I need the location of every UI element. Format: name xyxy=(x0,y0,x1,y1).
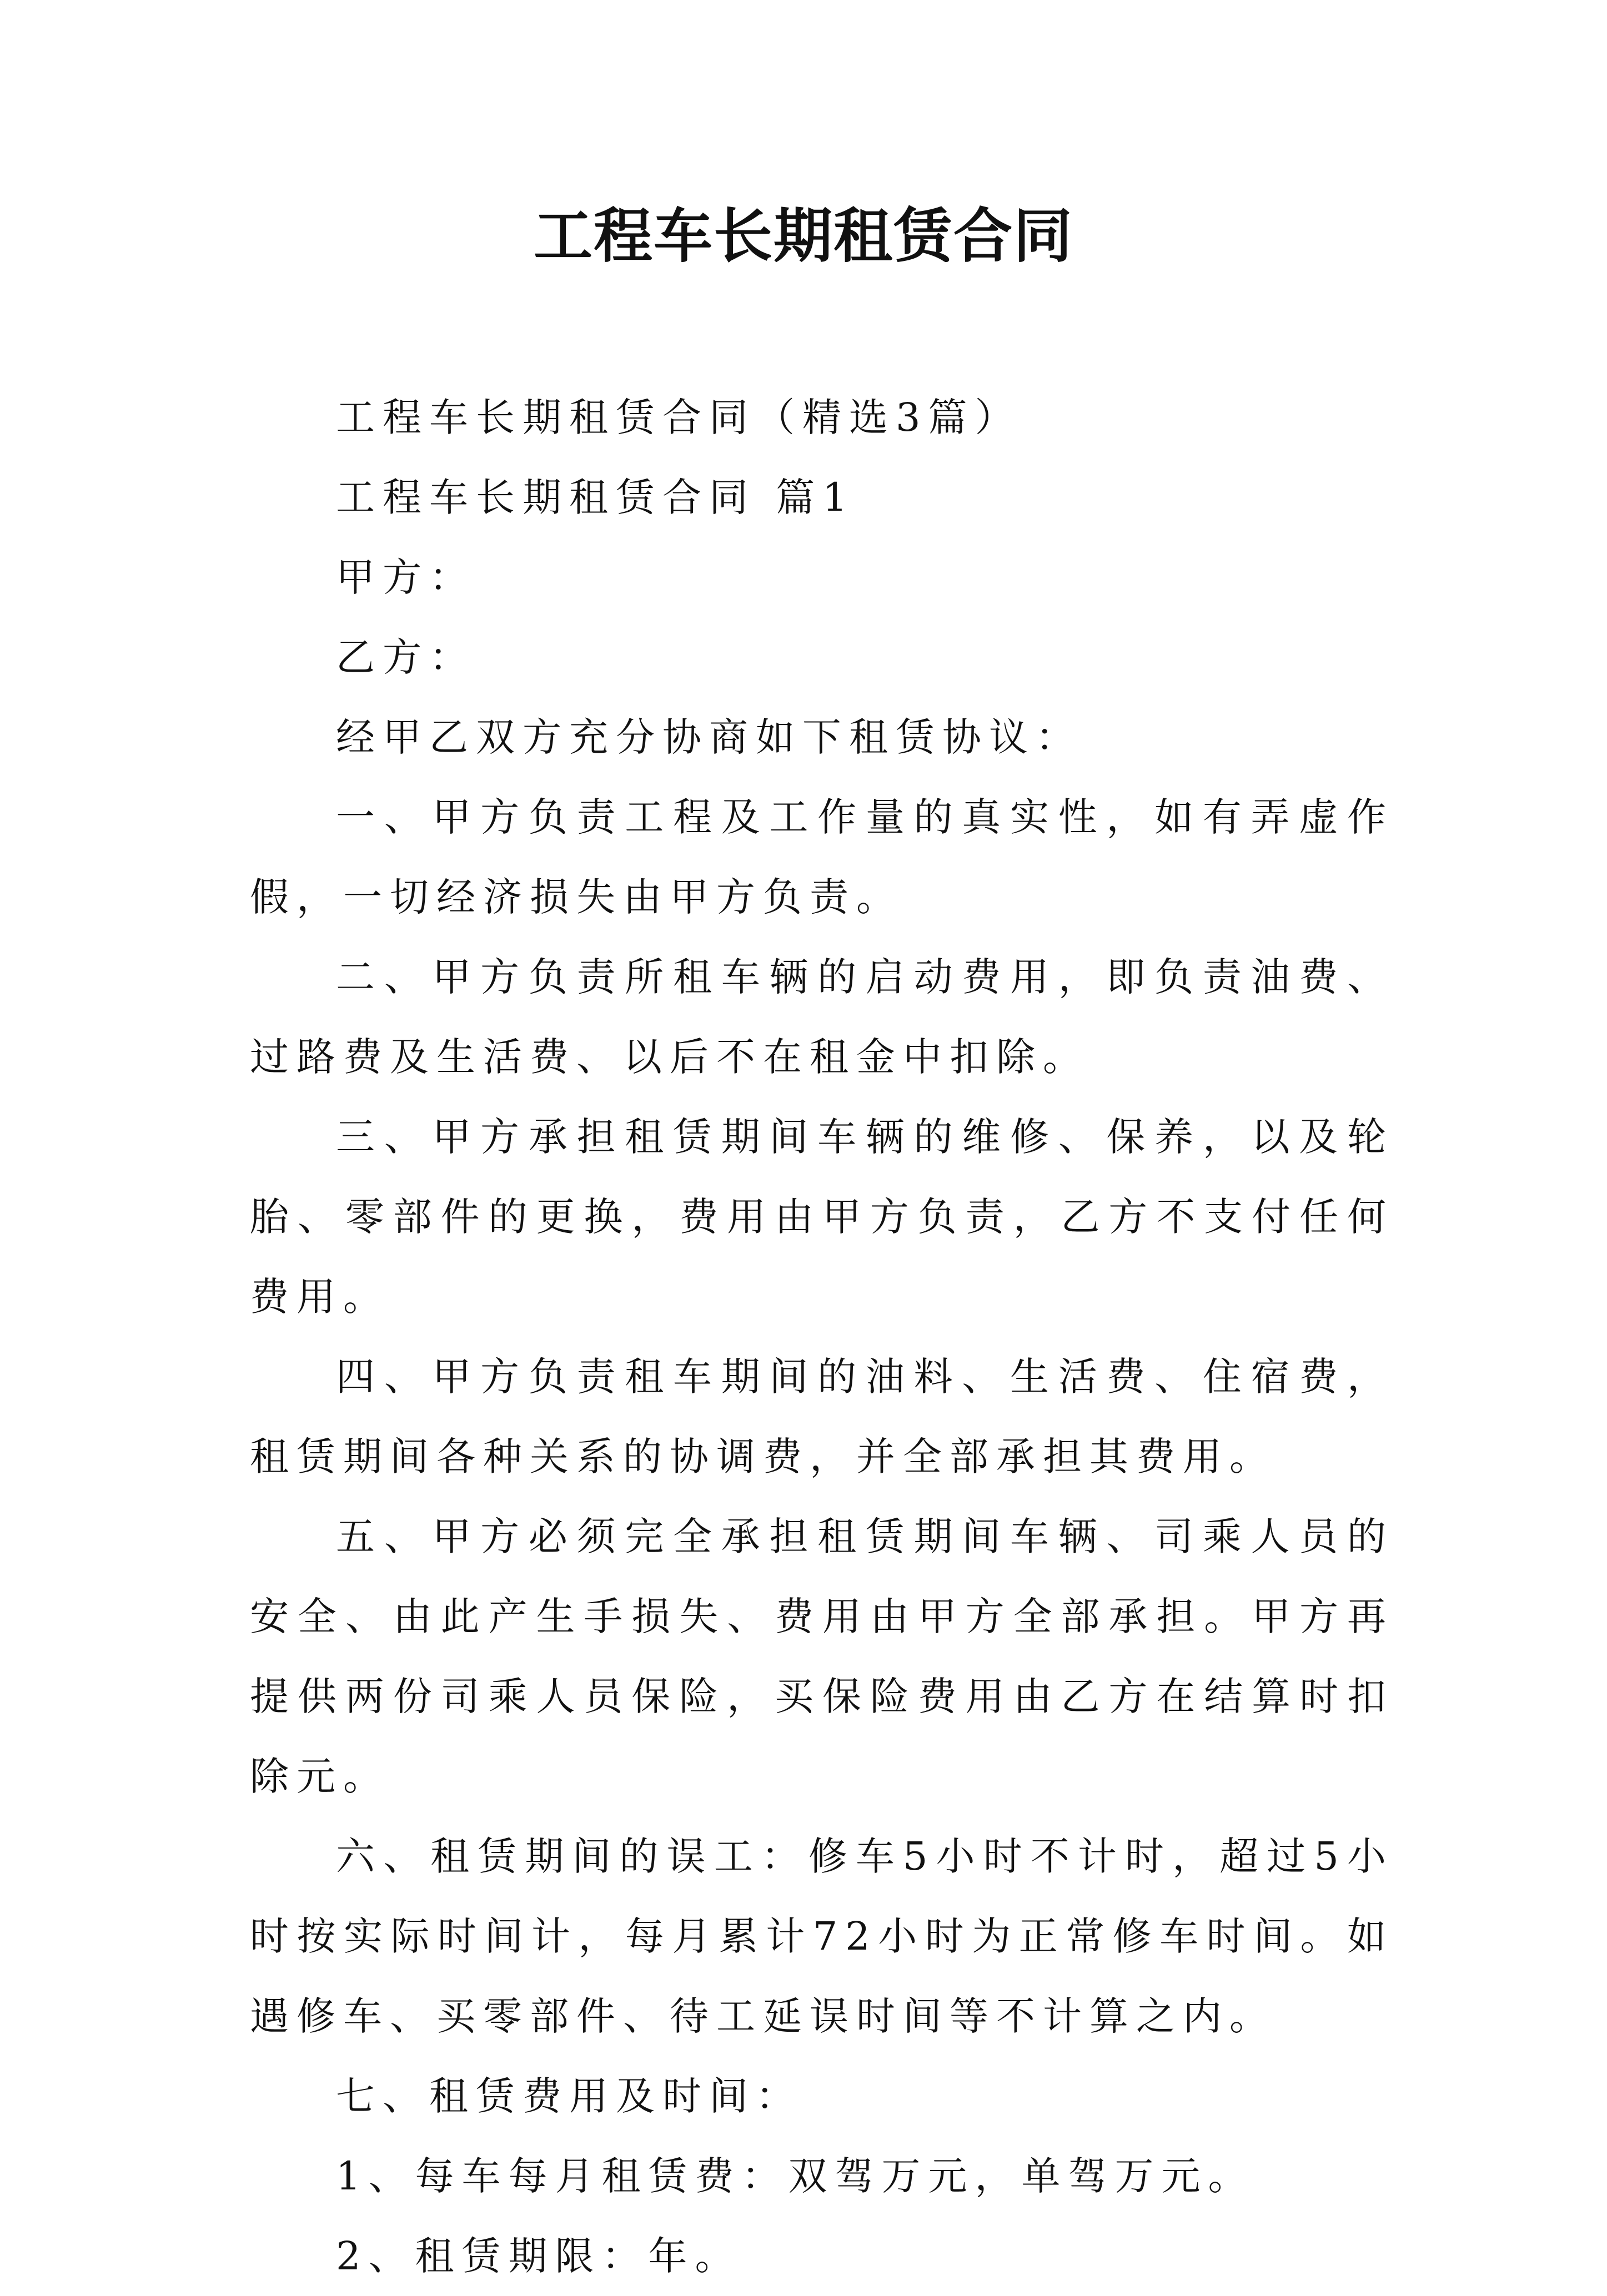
paragraph-party-a: 甲方： xyxy=(336,555,476,600)
paragraph-clause-3: 三、甲方承担租赁期间车辆的维修、保养，以及轮胎、零部件的更换，费用由甲方负责，乙方不支付任何费用。 xyxy=(250,1114,1394,1320)
paragraph-clause-2: 二、甲方负责所租车辆的启动费用，即负责油费、过路费及生活费、以后不在租金中扣除。 xyxy=(250,954,1394,1080)
paragraph-clause-4: 四、甲方负责租车期间的油料、生活费、住宿费，租赁期间各种关系的协调费，并全部承担其费用。 xyxy=(250,1354,1394,1479)
paragraph-clause-5: 五、甲方必须完全承担租赁期间车辆、司乘人员的安全、由此产生手损失、费用由甲方全部承担。甲方再提供两份司乘人员保险，买保险费用由乙方在结算时扣除元。 xyxy=(250,1514,1394,1799)
document-title: 工程车长期租赁合同 xyxy=(534,201,1073,270)
paragraph-clause-6: 六、租赁期间的误工：修车5小时不计时，超过5小时按实际时间计，每月累计72小时为正常修车时间。如遇修车、买零部件、待工延误时间等不计算之内。 xyxy=(250,1834,1394,2039)
paragraph-clause-1: 一、甲方负责工程及工作量的真实性，如有弄虚作假，一切经济损失由甲方负责。 xyxy=(250,794,1394,920)
paragraph-clause-7: 七、租赁费用及时间： xyxy=(336,2073,802,2119)
paragraph-intro: 经甲乙双方充分协商如下租赁协议： xyxy=(336,714,1082,760)
paragraph-subtitle: 工程车长期租赁合同（精选3篇） xyxy=(336,395,1022,440)
paragraph-section-heading: 工程车长期租赁合同 篇1 xyxy=(336,475,855,520)
paragraph-clause-7-item-1: 1、每车每月租赁费：双驾万元，单驾万元。 xyxy=(336,2153,1255,2199)
paragraph-clause-7-item-2: 2、租赁期限：年。 xyxy=(336,2233,742,2279)
paragraph-party-b: 乙方： xyxy=(336,635,476,680)
document-body xyxy=(250,377,1394,2296)
